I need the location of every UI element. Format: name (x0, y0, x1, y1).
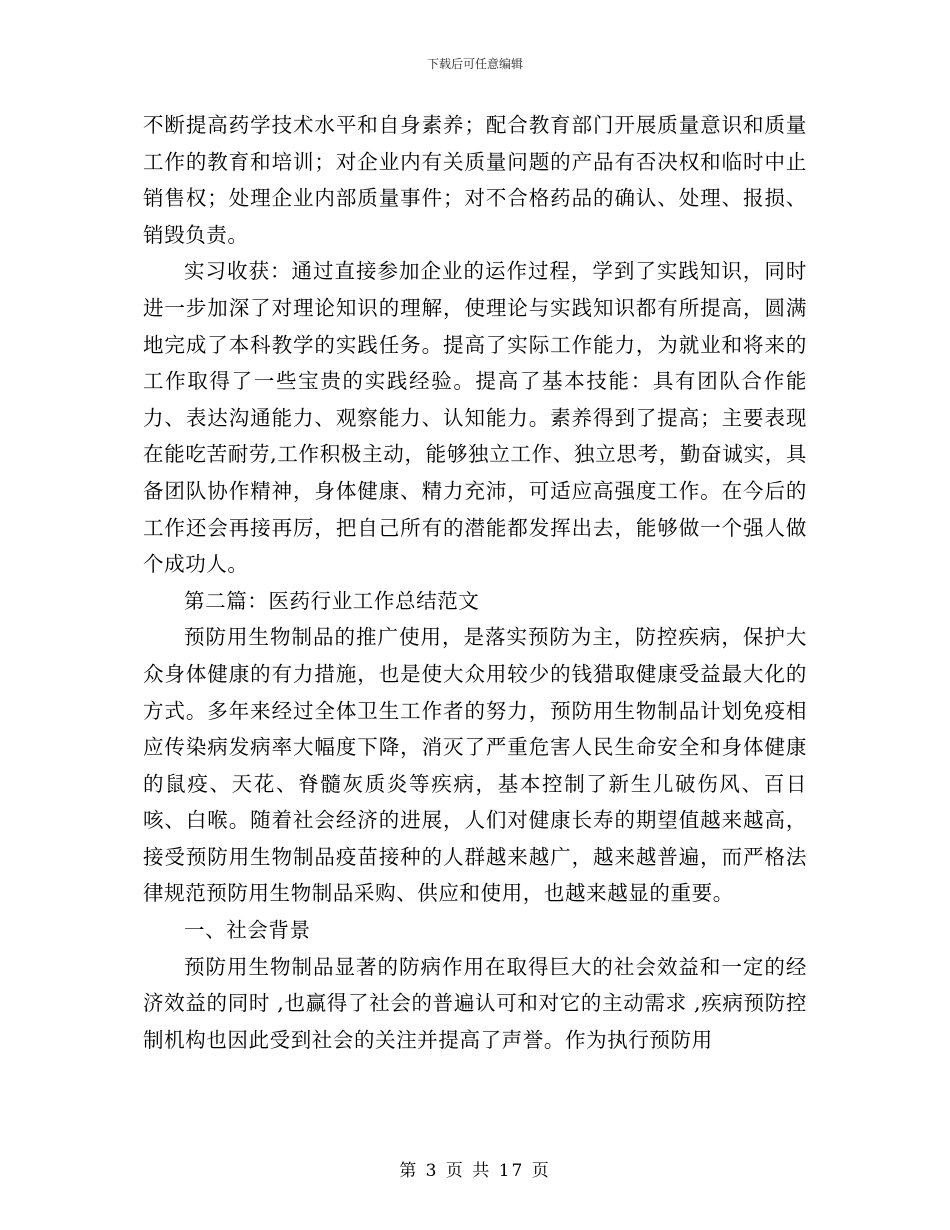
paragraph-continued: 不断提高药学技术水平和自身素养；配合教育部门开展质量意识和质量工作的教育和培训；对企业内有关质量问题的产品有否决权和临时中止销售权；处理企业内部质量事件；对不合格药品的确认、处理、报损、销毁负责。 (143, 113, 807, 247)
section-title: 第二篇：医药行业工作总结范文 (184, 588, 480, 613)
paragraph-internship-gains: 实习收获：通过直接参加企业的运作过程，学到了实践知识，同时进一步加深了对理论知识的理解，使理论与实践知识都有所提高，圆满地完成了本科教学的实践任务。提高了实际工作能力，为就业和将来的工作取得了一些宝贵的实践经验。提高了基本技能：具有团队合作能力、表达沟通能力、观察能力、认知能力。素养得到了提高；主要表现在能吃苦耐劳,工作积极主动，能够独立工作、独立思考，勤奋诚实，具备团队协作精神，身体健康、精力充沛，可适应高强度工作。在今后的工作还会再接再厉，把自己所有的潜能都发挥出去，能够做一个强人做个成功人。 (143, 259, 807, 577)
paragraph-intro: 预防用生物制品的推广使用，是落实预防为主，防控疾病，保护大众身体健康的有力措施，也是使大众用较少的钱猎取健康受益最大化的方式。多年来经过全体卫生工作者的努力，预防用生物制品计划免疫相应传染病发病率大幅度下降，消灭了严重危害人民生命安全和身体健康的鼠疫、天花、脊髓灰质炎等疾病，基本控制了新生儿破伤风、百日咳、白喉。随着社会经济的进展，人们对健康长寿的期望值越来越高，接受预防用生物制品疫苗接种的人群越来越广，越来越普遍，而严格法律规范预防用生物制品采购、供应和使用，也越来越显的重要。 (143, 625, 807, 906)
paragraph-background: 预防用生物制品显著的防病作用在取得巨大的社会效益和一定的经济效益的同时 ,也赢得了社会的普遍认可和对它的主动需求 ,疾病预防控制机构也因此受到社会的关注并提高了声誉。作为执行预防用 (143, 954, 807, 1052)
page-footer: 第 3 页 共 17 页 (399, 1161, 551, 1181)
page-header: 下载后可任意编辑 (426, 57, 523, 71)
document-body (143, 107, 807, 1058)
section-heading: 一、社会背景 (184, 918, 311, 943)
